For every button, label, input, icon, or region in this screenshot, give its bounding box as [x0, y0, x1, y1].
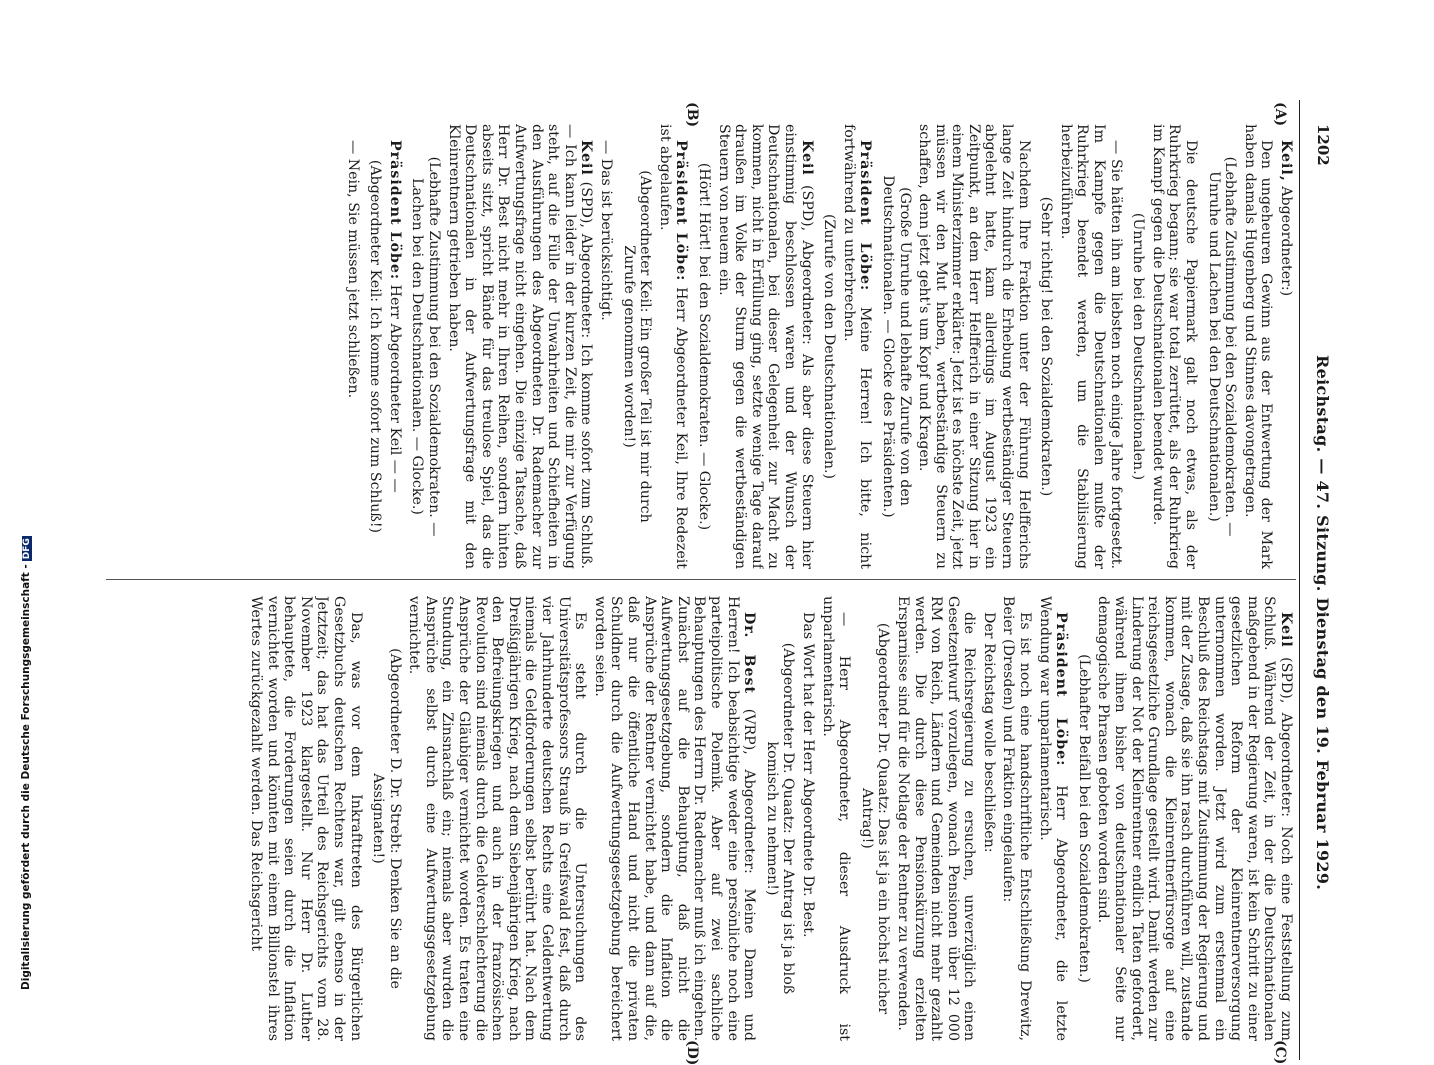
footer-strip [2, 0, 32, 1000]
speech-text: Meine Herren! Ich bitte, nicht fortwährend zu unterbrechen. [840, 124, 874, 569]
column-divider [106, 579, 1296, 580]
interjection: (Hört! Hört! bei den Sozialdemokraten. — Glocke.) [696, 162, 712, 531]
speech-text: Herr Abgeordneter, die letzte Wendung war unparlamentarisch. [1036, 596, 1070, 1041]
speech-text: (VRP), Abgeordneter: Meine Damen und Herren! Ich beabsichtige weder eine persönliche noch eine parteipolitische Polemik. Aber auf zwei sachliche Behauptungen des Herrn Dr. Rademacher muß ich eingehen. Zunächst auf die Behauptung, daß nicht die Aufwertungsgesetzgebung, sondern die Inflation die Ansprüche der Rentner vernichtet habe, und dann auf die, daß nur die öffentliche Hand und nicht die privaten Schuldner durch die Aufwertungsgesetzgebung bereichert worden seien. [591, 596, 758, 1041]
text-paragraph: Es steht durch die Untersuchungen des Universitätsprofessors Strauß in Greifswald fest, daß durch vier Jahrhunderte deutschen Rechts eine Geldentwertung niemals die Geldforderungen selbst berührt hat. Nach dem Dreißigjährigen Krieg, nach dem Siebenjährigen Krieg, nach den Befreiungskriegen und auch in der französischen Revolution sind niemals durch die Geldverschlechterung die Ansprüche der Gläubiger vernichtet worden. Es traten eine Stundung, ein Zinsnachlaß ein; niemals aber wurden die Ansprüche selbst durch eine Aufwertungsgesetzgebung vernichtet. [406, 596, 589, 1041]
text-paragraph: Die deutsche Papiermark galt noch etwas, als der Ruhrkrieg begann; sie war total zerrüttet, als der Ruhrkrieg im Kampf gegen die Deutschnationalen beendet wurde. [1149, 124, 1200, 569]
speech-paragraph [1095, 596, 1294, 1041]
footer-credit [20, 538, 32, 990]
speech-paragraph [386, 124, 403, 569]
speech-paragraph [445, 124, 594, 569]
margin-mark-a: (A) [1272, 102, 1288, 127]
speaker-name: Präsident Löbe: [673, 140, 690, 282]
interjection: (Zurufe von den Deutschnationalen.) [821, 214, 838, 479]
speaker-name: Keil [798, 140, 815, 176]
speech-paragraph [840, 124, 873, 569]
text-paragraph: Nachdem Ihre Fraktion unter der Führung Helfferichs lange Zeit hindurch die Erhebung wertbeständiger Steuern abgelehnt hatte, kam allerdings im August 1923 ein Zeitpunkt, an dem Herr Helfferich in einer Sitzung hier in einem Ministerzimmer erklärte: Jetzt ist es höchste Zeit, jetzt müssen wir den Mut haben, wertbeständige Steuern zu schaffen, denn jetzt geht's um Kopf und Kragen. [916, 124, 1032, 569]
text-paragraph: — Herr Abgeordneter, dieser Ausdruck ist unparlamentarisch. [819, 596, 853, 1041]
text-paragraph: — Nein, Sie müssen jetzt schließen. [344, 140, 361, 399]
document-page [40, 100, 1340, 1065]
speaker-name: Präsident Löbe: [857, 140, 874, 292]
text-paragraph: Den ungeheuren Gewinn aus der Entwertung der Mark haben damals Hugenberg und Stinnes davongetragen. [1241, 124, 1275, 569]
right-column [64, 596, 1294, 1041]
speech-text: (SPD), Abgeordneter: Ich komme sofort zum Schluß. — Ich kann leider in der kurzen Zeit, die mir zur Verfügung steht, auf die Fülle der Unwahrheiten und Schiefheiten in den Ausführungen des Abgeordneten Dr. Rademacher zur Aufwertungsfrage nicht eingehen. Die einzige Tatsache, daß Herr Dr. Best nicht mehr in Ihren Reihen, sondern hinten abseits sitzt, spricht Bände für das treulose Spiel, das die Deutschnationalen in der Aufwertungsfrage mit den Kleinrentnern getrieben haben. [445, 124, 595, 569]
interjection: (Unruhe bei den Deutschnationalen.) [1130, 212, 1147, 481]
interjection: (Abgeordneter D. Dr. Strebt: Denken Sie an die Assignaten!) [370, 648, 403, 989]
speech-text: (SPD), Abgeordneter: Noch eine Feststellung zum Schluß. Während der Zeit, in der die Deutschnationalen maßgebend in der Regierung waren, ist kein Schritt zu einer gesetzlichen Reform der Kleinrentnerversorgung unternommen worden. Jetzt wird zum erstenmal ein Beschluß des Reichstags mit Zustimmung der Regierung und mit der Zusage, daß sie ihn rasch durchführen will, zustande kommen, wonach die Kleinrentnerfürsorge auf eine reichsgesetzliche Grundlage gestellt wird. Damit werden zur Linderung der Not der Kleinrentner endlich Taten gefordert, während ihnen bisher von deutschnationaler Seite nur demagogische Phrasen geboten worden sind. [1095, 596, 1294, 1041]
text-paragraph: die Reichsregierung zu ersuchen, unverzüglich einen Gesetzentwurf vorzulegen, wonach Pensionen über 12 000 RM von Reich, Ländern und Gemeinden nicht mehr gezahlt werden. Die durch diese Pensionskürzung erzielten Ersparnisse sind für die Notlage der Rentner zu verwenden. [894, 596, 978, 1041]
speech-text: Abgeordneter:) [1278, 181, 1294, 297]
interjection: (Abgeordneter Keil: Ein großer Teil ist mir durch Zurufe genommen worden!) [620, 170, 654, 523]
interjection: (Lebhafte Zustimmung bei den Sozialdemokraten. — Lachen bei den Deutschnationalen. — Glocke.) [409, 156, 443, 537]
speech-paragraph [1277, 124, 1294, 569]
dfg-logo: DFG [22, 538, 32, 560]
interjection: (Lebhafter Beifall bei den Sozialdemokraten.) [1075, 654, 1092, 983]
speaker-name: Keil [1278, 612, 1294, 648]
interjection: (Sehr richtig! bei den Sozialdemokraten.) [1038, 196, 1055, 497]
text-paragraph: — Sie hätten ihn am liebsten noch einige Jahre fortgesetzt. Im Kampfe gegen die Deutschnationalen mußte der Ruhrkrieg beendet werden, um die Stabilisierung herbeizuführen. [1057, 124, 1124, 569]
interjection: (Abgeordneter Dr. Quaatz: Das ist ja ein höchst nicher Antrag!) [858, 622, 892, 1015]
speaker-name: Präsident Löbe: [386, 140, 403, 281]
speech-text: (SPD), Abgeordneter: Als aber diese Steuern hier einstimmig beschlossen waren und der Wunsch der Deutschnationalen, bei dieser Gelegenheit zur Macht zu kommen, nicht in Erfüllung ging, setzte wenige Tage darauf draußen im Volke der Sturm gegen die wertbeständigen Steuern von neuem ein. [715, 124, 815, 569]
text-paragraph: Das, was vor dem Inkrafttreten des Bürgerlichen Gesetzbuchs deutschen Rechtens war, gilt ebenso in der Jetztzeit; das hat das Urteil des Reichsgerichts vom 28. November 1923 klargestellt. Nur Herr Dr. Luther behauptete, die Forderungen seien durch die Inflation vernichtet worden und könnten mit einem Billionstel ihres Wertes zurückgezahlt werden. Das Reichsgericht [247, 596, 364, 1041]
speech-text: Herr Abgeordneter Keil — — [386, 280, 403, 493]
page-title: Reichstag. — 47. Sitzung. Dienstag den 19. Februar 1929. [1313, 355, 1332, 891]
interjection: (Große Unruhe und lebhafte Zurufe von den Deutschnationalen. — Glocke des Präsidenten.) [879, 175, 913, 518]
speaker-name: Keil [578, 140, 595, 176]
footer-text: Digitalisierung gefördert durch die Deutsche Forschungsgemeinschaft - [20, 564, 32, 990]
speaker-name: Keil, [1278, 140, 1294, 182]
speech-paragraph [591, 596, 757, 1041]
text-paragraph: Der Reichstag wolle beschließen: [980, 612, 997, 853]
speech-text: Herr Abgeordneter Keil, Ihre Redezeit ist abgelaufen. [656, 124, 690, 569]
interjection: (Abgeordneter Dr. Quaatz: Der Antrag ist ja bloß komisch zu nehmen!) [763, 642, 797, 995]
margin-mark-c: (C) [1272, 1040, 1288, 1065]
text-paragraph: Es ist noch eine handschriftliche Entschließung Drewitz, Beier (Dresden) und Fraktion eingelaufen: [1000, 596, 1034, 1041]
speaker-name: Dr. Best [741, 612, 758, 695]
speech-paragraph [1036, 596, 1069, 1041]
margin-mark-b: (B) [684, 102, 700, 128]
left-column [64, 124, 1294, 569]
page-header [1299, 100, 1340, 1060]
interjection: (Abgeordneter Keil: Ich komme sofort zum Schluß!) [367, 159, 384, 534]
text-paragraph: Das Wort hat der Herr Abgeordnete Dr. Best. [799, 612, 816, 938]
text-paragraph: — Das ist berücksichtigt. [598, 140, 615, 321]
speech-paragraph [715, 124, 815, 569]
interjection: (Lebhafte Zustimmung bei den Sozialdemokraten. — Unruhe und Lachen bei den Deutschnationalen.) [1205, 156, 1239, 537]
margin-mark-d: (D) [684, 1040, 700, 1065]
speaker-name: Präsident Löbe: [1053, 612, 1070, 767]
page-number: 1202 [1314, 124, 1332, 166]
speech-paragraph [656, 124, 689, 569]
